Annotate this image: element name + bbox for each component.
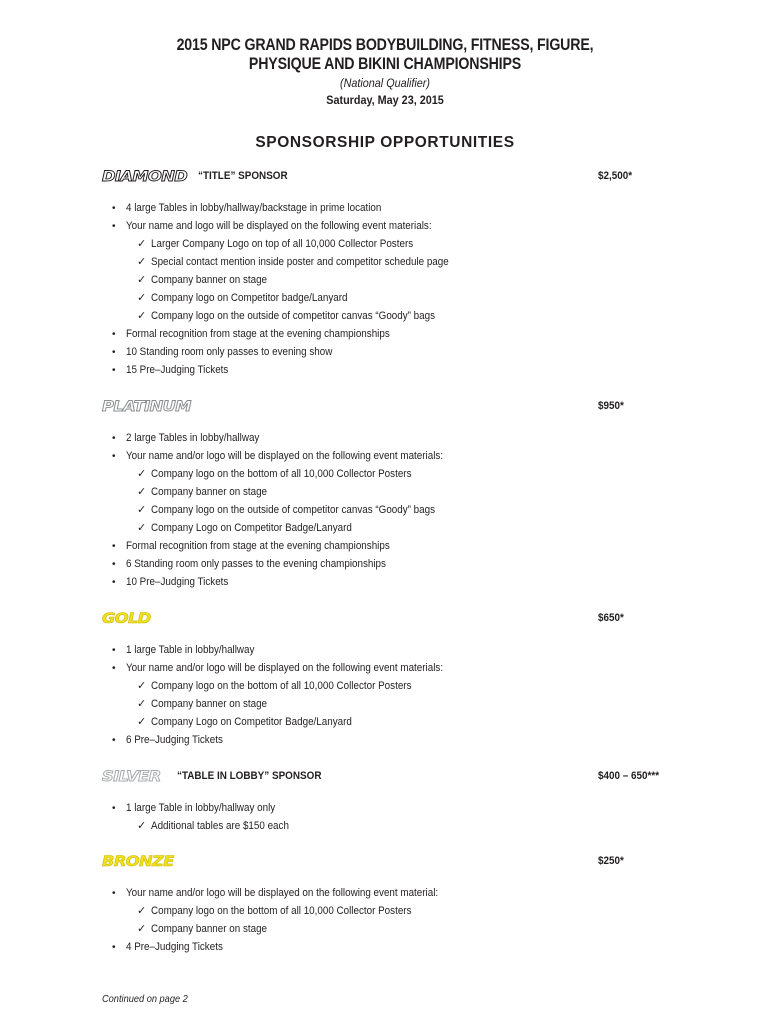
benefit-text: Company logo on the outside of competitor canvas “Goody” bags <box>151 504 436 516</box>
benefit-subitem <box>112 271 489 289</box>
tier-gold <box>102 612 662 628</box>
bullet-icon: • <box>112 347 116 358</box>
bullet-icon: • <box>112 365 116 376</box>
benefit-subitem <box>112 501 486 519</box>
checkmark-icon: ✓ <box>137 522 147 534</box>
benefit-subitem <box>112 289 489 307</box>
benefit-text: Company banner on stage <box>151 698 268 710</box>
bullet-icon: • <box>112 663 116 674</box>
benefit-item <box>112 573 486 591</box>
benefit-text: Company Logo on Competitor Badge/Lanyard <box>151 522 352 534</box>
benefit-item <box>112 343 489 361</box>
benefit-text: Additional tables are $150 each <box>151 820 289 832</box>
benefit-text: Formal recognition from stage at the evening championships <box>126 540 390 552</box>
bullet-icon: • <box>112 451 116 462</box>
tier-silver-wordmark: SILVER <box>102 769 161 785</box>
bullet-icon: • <box>112 203 116 214</box>
tier-diamond-price: $2,500* <box>598 170 633 182</box>
benefit-item <box>112 938 481 956</box>
tier-platinum-wordmark: PLATINUM <box>102 399 191 415</box>
benefit-subitem <box>112 307 489 325</box>
benefit-text: 6 Pre–Judging Tickets <box>126 734 223 746</box>
tier-gold-benefits <box>112 641 486 749</box>
benefit-subitem <box>112 519 486 537</box>
tier-platinum <box>102 400 662 416</box>
benefit-text: Formal recognition from stage at the evening championships <box>126 328 390 340</box>
checkmark-icon: ✓ <box>137 468 147 480</box>
benefit-text: Your name and/or logo will be displayed on the following event materials: <box>126 662 444 674</box>
benefit-text: Your name and logo will be displayed on the following event materials: <box>126 220 432 232</box>
benefit-item <box>112 447 486 465</box>
benefit-subitem <box>112 920 481 938</box>
checkmark-icon: ✓ <box>137 504 147 516</box>
bullet-icon: • <box>112 541 116 552</box>
checkmark-icon: ✓ <box>137 820 147 832</box>
benefit-text: Company logo on the bottom of all 10,000 Collector Posters <box>151 468 412 480</box>
bullet-icon: • <box>112 803 116 814</box>
benefit-text: 10 Standing room only passes to evening show <box>126 346 333 358</box>
benefit-subitem <box>112 235 489 253</box>
checkmark-icon: ✓ <box>137 905 147 917</box>
tier-bronze-price: $250* <box>598 855 624 867</box>
benefit-text: Company banner on stage <box>151 923 268 935</box>
tier-bronze-wordmark: BRONZE <box>102 854 174 870</box>
tier-silver <box>102 770 662 786</box>
benefit-text: 15 Pre–Judging Tickets <box>126 364 229 376</box>
benefit-text: Company logo on Competitor badge/Lanyard <box>151 292 348 304</box>
document-title-line-2: PHYSIQUE AND BIKINI CHAMPIONSHIPS <box>248 55 522 73</box>
checkmark-icon: ✓ <box>137 274 147 286</box>
continued-note: Continued on page 2 <box>102 993 188 1005</box>
bullet-icon: • <box>112 221 116 232</box>
benefit-subitem <box>112 253 489 271</box>
benefit-item <box>112 199 489 217</box>
bullet-icon: • <box>112 433 116 444</box>
tier-silver-benefits <box>112 799 308 835</box>
benefit-text: Larger Company Logo on top of all 10,000 Collector Posters <box>151 238 414 250</box>
benefit-item <box>112 731 486 749</box>
bullet-icon: • <box>112 645 116 656</box>
tier-platinum-benefits <box>112 429 486 591</box>
benefit-item <box>112 555 486 573</box>
benefit-text: Company logo on the bottom of all 10,000 Collector Posters <box>151 680 412 692</box>
benefit-text: 6 Standing room only passes to the evening championships <box>126 558 386 570</box>
bullet-icon: • <box>112 735 116 746</box>
bullet-icon: • <box>112 942 116 953</box>
benefit-text: 1 large Table in lobby/hallway <box>126 644 255 656</box>
tier-diamond-wordmark: DIAMOND <box>102 169 188 185</box>
tier-bronze <box>102 855 662 871</box>
checkmark-icon: ✓ <box>137 292 147 304</box>
tier-silver-label: “TABLE IN LOBBY” SPONSOR <box>177 770 322 782</box>
benefit-text: Special contact mention inside poster and competitor schedule page <box>151 256 449 268</box>
benefit-subitem <box>112 902 481 920</box>
tier-silver-price: $400 – 650*** <box>598 770 660 782</box>
benefit-text: Company logo on the bottom of all 10,000 Collector Posters <box>151 905 412 917</box>
event-date: Saturday, May 23, 2015 <box>326 93 444 107</box>
benefit-text: Company banner on stage <box>151 274 268 286</box>
checkmark-icon: ✓ <box>137 716 147 728</box>
checkmark-icon: ✓ <box>137 486 147 498</box>
tier-diamond-label: “TITLE” SPONSOR <box>198 170 288 182</box>
tier-bronze-benefits <box>112 884 481 956</box>
tier-diamond <box>102 170 662 186</box>
benefit-subitem <box>112 677 486 695</box>
tier-gold-price: $650* <box>598 612 624 624</box>
bullet-icon: • <box>112 577 116 588</box>
benefit-text: 4 large Tables in lobby/hallway/backstage in prime location <box>126 202 382 214</box>
checkmark-icon: ✓ <box>137 698 147 710</box>
benefit-subitem <box>112 817 308 835</box>
checkmark-icon: ✓ <box>137 923 147 935</box>
benefit-text: 1 large Table in lobby/hallway only <box>126 802 276 814</box>
benefit-subitem <box>112 695 486 713</box>
checkmark-icon: ✓ <box>137 256 147 268</box>
benefit-item <box>112 659 486 677</box>
benefit-text: Your name and/or logo will be displayed on the following event materials: <box>126 450 444 462</box>
benefit-item <box>112 884 481 902</box>
event-subtitle: (National Qualifier) <box>339 76 431 90</box>
bullet-icon: • <box>112 888 116 899</box>
tier-platinum-price: $950* <box>598 400 624 412</box>
benefit-subitem <box>112 483 486 501</box>
bullet-icon: • <box>112 559 116 570</box>
benefit-item <box>112 361 489 379</box>
benefit-item <box>112 641 486 659</box>
benefit-text: Company banner on stage <box>151 486 268 498</box>
checkmark-icon: ✓ <box>137 238 147 250</box>
benefit-text: 2 large Tables in lobby/hallway <box>126 432 260 444</box>
checkmark-icon: ✓ <box>137 310 147 322</box>
benefit-text: Your name and/or logo will be displayed on the following event material: <box>126 887 439 899</box>
benefit-item <box>112 537 486 555</box>
bullet-icon: • <box>112 329 116 340</box>
benefit-text: 4 Pre–Judging Tickets <box>126 941 223 953</box>
benefit-item <box>112 429 486 447</box>
document-title-line-1: 2015 NPC GRAND RAPIDS BODYBUILDING, FITNESS, FIGURE, <box>176 36 594 54</box>
benefit-text: 10 Pre–Judging Tickets <box>126 576 229 588</box>
benefit-subitem <box>112 713 486 731</box>
benefit-text: Company Logo on Competitor Badge/Lanyard <box>151 716 352 728</box>
benefit-item <box>112 799 308 817</box>
tier-gold-wordmark: GOLD <box>102 611 151 627</box>
benefit-item <box>112 325 489 343</box>
checkmark-icon: ✓ <box>137 680 147 692</box>
benefit-text: Company logo on the outside of competitor canvas “Goody” bags <box>151 310 436 322</box>
benefit-item <box>112 217 489 235</box>
benefit-subitem <box>112 465 486 483</box>
tier-diamond-benefits <box>112 199 489 379</box>
section-heading: SPONSORSHIP OPPORTUNITIES <box>255 134 515 151</box>
